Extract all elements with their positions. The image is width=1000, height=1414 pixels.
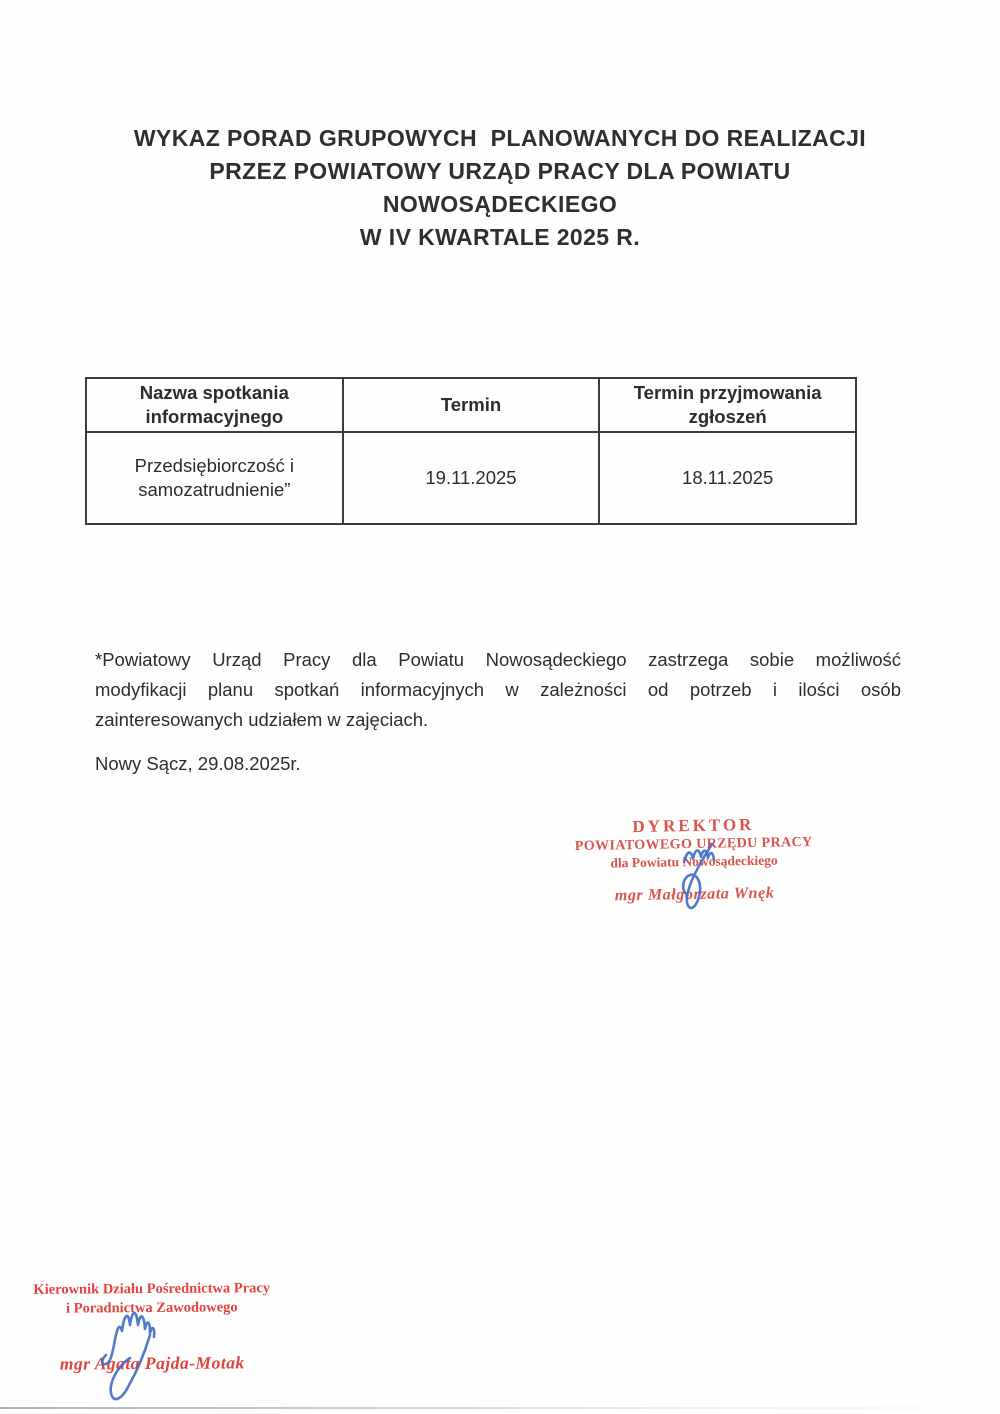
place-date-line: Nowy Sącz, 29.08.2025r. (95, 753, 301, 774)
director-stamp-district: dla Powiatu Nowosądeckiego (610, 852, 778, 871)
scan-artifact-line (0, 1407, 1000, 1409)
title-line-3: NOWOSĄDECKIEGO (382, 191, 618, 217)
director-stamp-office: POWIATOWEGO URZĘDU PRACY (574, 834, 813, 855)
document-title (0, 122, 1000, 254)
footnote-line-3: zainteresowanych udziałem w zajęciach. (95, 709, 429, 730)
director-stamp-title: DYREKTOR (632, 814, 755, 837)
manager-signature-icon (92, 1293, 202, 1411)
footnote-line-1: *Powiatowy Urząd Pracy dla Powiatu Nowosądeckiego zastrzega sobie możliwość (95, 649, 901, 670)
manager-stamp-title-1: Kierownik Działu Pośrednictwa Pracy (33, 1280, 271, 1298)
director-stamp-name: mgr Małgorzata Wnęk (614, 884, 775, 905)
table-row (86, 432, 856, 524)
director-signature-icon (660, 836, 740, 918)
footnote-line-2: modyfikacji planu spotkań informacyjnych w zależności od potrzeb i ilości osób (95, 679, 901, 700)
table-header-row (86, 378, 856, 432)
column-header-registration-deadline: Termin przyjmowania zgłoszeń (599, 378, 856, 432)
title-line-1: WYKAZ PORAD GRUPOWYCH PLANOWANYCH DO REALIZACJI (133, 125, 867, 151)
footnote-paragraph (95, 645, 901, 735)
manager-stamp-name: mgr Agata Pajda-Motak (59, 1352, 245, 1374)
column-header-meeting-name: Nazwa spotkania informacyjnego (86, 378, 343, 432)
cell-meeting-name: Przedsiębiorczość i samozatrudnienie” (86, 432, 343, 524)
column-header-date: Termin (343, 378, 600, 432)
schedule-table (85, 377, 857, 525)
cell-registration-deadline: 18.11.2025 (599, 432, 856, 524)
title-line-4: W IV KWARTALE 2025 R. (359, 224, 641, 250)
manager-stamp-title-2: i Poradnictwa Zawodowego (66, 1299, 238, 1317)
cell-date: 19.11.2025 (343, 432, 600, 524)
title-line-2: PRZEZ POWIATOWY URZĄD PRACY DLA POWIATU (209, 158, 791, 184)
